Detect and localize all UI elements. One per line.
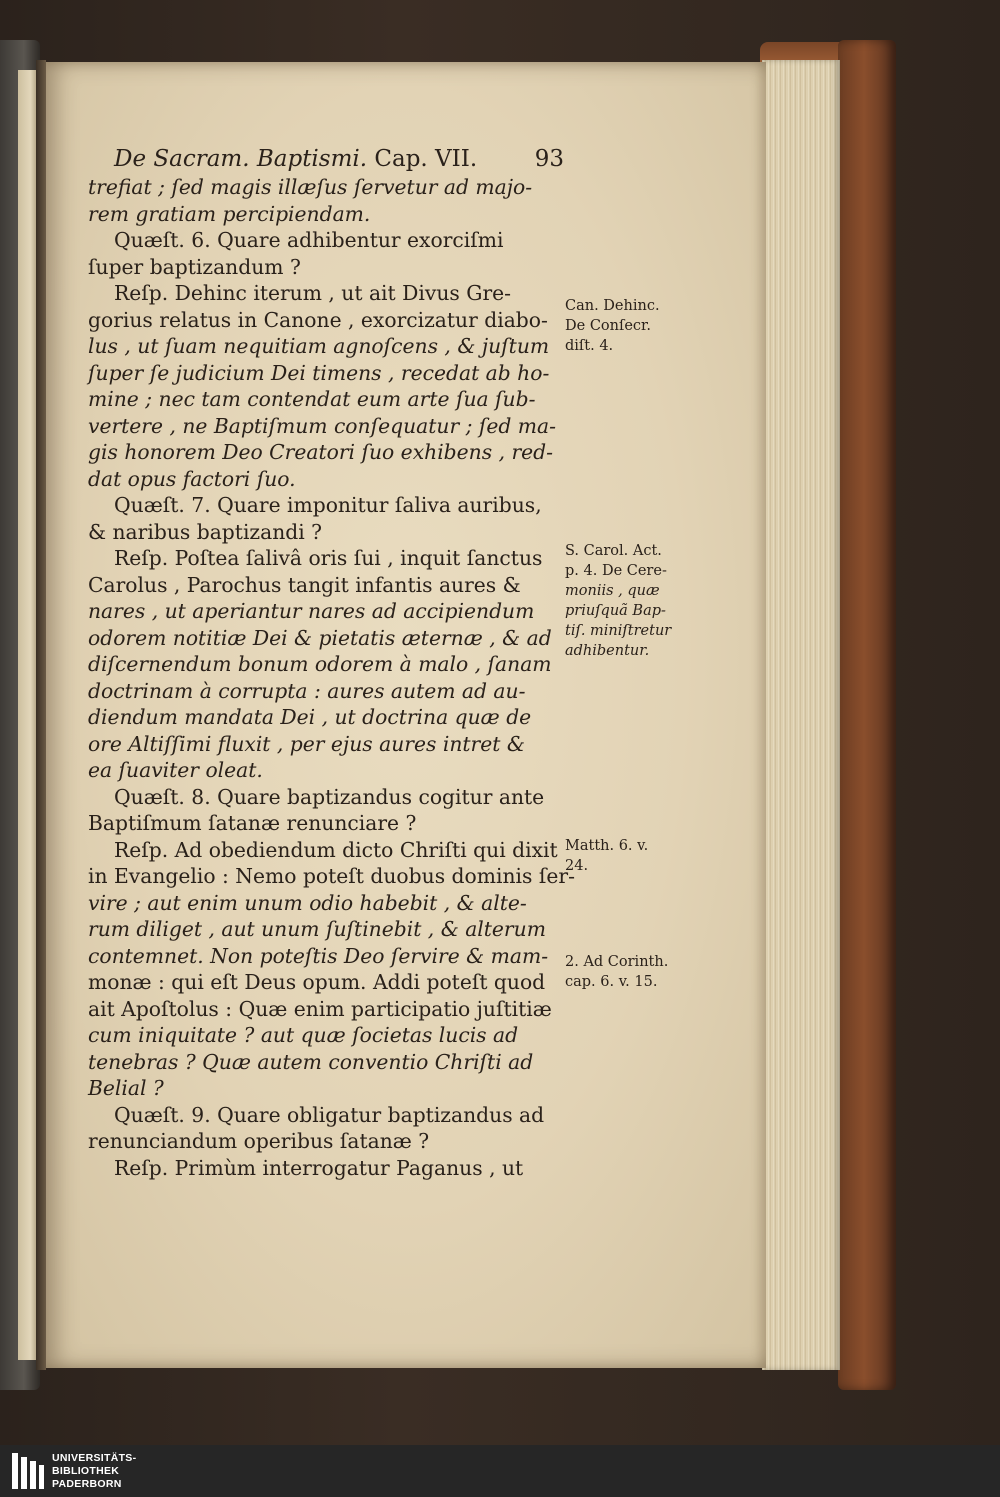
text-line: doctrinam à corrupta : aures autem ad au- bbox=[88, 678, 526, 703]
text-line: Baptiſmum ſatanæ renunciare ? bbox=[88, 811, 417, 835]
margin-note-corinth bbox=[565, 952, 693, 992]
text-line: Carolus , Parochus tangit infantis aures & bbox=[88, 572, 521, 597]
text-line: trefiat ; ſed magis illæſus ſervetur ad majo- bbox=[88, 175, 533, 199]
margin-note-line: S. Carol. Act. bbox=[565, 543, 662, 559]
margin-note-line: adhibentur. bbox=[565, 643, 650, 659]
text-line: monæ : qui eſt Deus opum. Addi poteſt quod bbox=[88, 970, 546, 994]
text-line: ea ſuaviter oleat. bbox=[88, 758, 263, 782]
footer-bar bbox=[0, 1445, 1000, 1497]
margin-note-line: diſt. 4. bbox=[565, 338, 614, 354]
question-heading: Quæſt. 8. Quare baptizandus cogitur ante bbox=[114, 784, 545, 809]
running-chapter: Cap. VII. bbox=[374, 146, 478, 172]
margin-note-line: cap. 6. v. 15. bbox=[565, 974, 658, 990]
margin-note-matthew bbox=[565, 836, 693, 876]
response-line: Reſp. Ad obediendum dicto Chriſti qui dixit bbox=[114, 837, 558, 862]
text-line: mine ; nec tam contendat eum arte ſua ſub- bbox=[88, 387, 536, 411]
text-line: dat opus factori ſuo. bbox=[88, 466, 296, 491]
question-heading: Quæſt. 6. Quare adhibentur exorciſmi bbox=[114, 228, 504, 252]
text-line: vire ; aut enim unum odio habebit , & alte- bbox=[88, 890, 527, 915]
margin-note-line: tiſ. miniſtretur bbox=[565, 623, 672, 639]
text-line: gorius relatus in Canone , exorcizatur diabo- bbox=[88, 307, 548, 332]
margin-note-line: p. 4. De Cere- bbox=[565, 563, 667, 579]
text-line: vertere , ne Baptiſmum conſequatur ; ſed ma- bbox=[88, 413, 556, 438]
margin-note-carol bbox=[565, 541, 693, 661]
text-line: gis honorem Deo Creatori ſuo exhibens , red- bbox=[88, 440, 554, 464]
running-header bbox=[114, 144, 564, 174]
text-line: cum iniquitate ? aut quæ ſocietas lucis ad bbox=[88, 1023, 519, 1047]
text-line: diendum mandata Dei , ut doctrina quæ de bbox=[88, 705, 532, 729]
left-page-edge bbox=[18, 70, 36, 1360]
text-line: & naribus baptizandi ? bbox=[88, 519, 323, 544]
text-line: rem gratiam percipiendam. bbox=[88, 201, 371, 226]
library-logo bbox=[10, 1449, 136, 1493]
margin-note-line: moniis , quæ bbox=[565, 583, 660, 599]
margin-notes bbox=[565, 296, 693, 992]
text-line: diſcernendum bonum odorem à malo , ſanam bbox=[88, 652, 552, 676]
margin-note-line: priuſquã Bap- bbox=[565, 603, 666, 619]
margin-note-line: 2. Ad Corinth. bbox=[565, 954, 669, 970]
margin-note-line: Can. Dehinc. bbox=[565, 298, 660, 314]
text-line: odorem notitiæ Dei & pietatis æternæ , & ad bbox=[88, 625, 552, 650]
margin-note-line: 24. bbox=[565, 858, 589, 874]
text-line: tenebras ? Quæ autem conventio Chriſti ad bbox=[88, 1049, 534, 1074]
text-line: lus , ut ſuam nequitiam agnoſcens , & juſtum bbox=[88, 334, 550, 358]
page-number: 93 bbox=[534, 146, 564, 172]
right-cover bbox=[838, 40, 896, 1390]
text-line: contemnet. Non poteſtis Deo ſervire & mam- bbox=[88, 943, 549, 968]
text-line: ait Apoſtolus : Quæ enim participatio juſtitiæ bbox=[88, 996, 552, 1021]
response-line: Reſp. Poſtea ſalivâ oris ſui , inquit ſanctus bbox=[114, 546, 543, 570]
running-title: De Sacram. Baptismi. bbox=[114, 146, 368, 172]
page-text bbox=[88, 144, 575, 1181]
response-line: Reſp. Primùm interrogatur Paganus , ut bbox=[114, 1155, 524, 1180]
text-line: ſuper baptizandum ? bbox=[88, 254, 301, 279]
text-line: nares , ut aperiantur nares ad accipiendum bbox=[88, 599, 535, 623]
margin-note-line: De Conſecr. bbox=[565, 318, 651, 334]
text-line: renunciandum operibus ſatanæ ? bbox=[88, 1129, 430, 1153]
margin-note-line: Matth. 6. v. bbox=[565, 838, 649, 854]
response-line: Reſp. Dehinc iterum , ut ait Divus Gre- bbox=[114, 281, 512, 305]
logo-line: PADERBORN bbox=[52, 1477, 122, 1490]
logo-line: BIBLIOTHEK bbox=[52, 1464, 120, 1477]
text-line: ore Altiſſimi fluxit , per ejus aures intret & bbox=[88, 731, 525, 756]
gutter bbox=[36, 60, 46, 1370]
logo-line: UNIVERSITÄTS- bbox=[52, 1451, 137, 1464]
text-line: ſuper ſe judicium Dei timens , recedat ab ho- bbox=[88, 360, 550, 385]
page-stack-edge bbox=[762, 60, 840, 1370]
question-heading: Quæſt. 9. Quare obligatur baptizandus ad bbox=[114, 1102, 545, 1127]
margin-note-canon bbox=[565, 296, 693, 356]
question-heading: Quæſt. 7. Quare imponitur ſaliva auribus, bbox=[114, 493, 542, 517]
text-line: in Evangelio : Nemo poteſt duobus dominis ſer- bbox=[88, 864, 575, 888]
text-line: Belial ? bbox=[88, 1076, 164, 1100]
text-line: rum diliget , aut unum ſuſtinebit , & alterum bbox=[88, 917, 546, 941]
library-logo-icon bbox=[10, 1449, 46, 1493]
